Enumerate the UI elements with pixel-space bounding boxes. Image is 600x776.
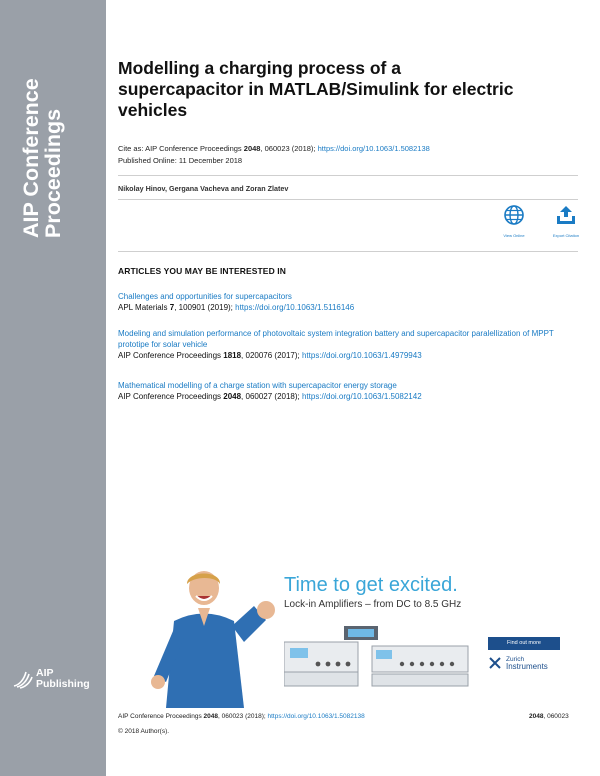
- divider: [118, 199, 578, 200]
- zurich-instruments-x-icon: [488, 656, 502, 670]
- related-article: [118, 380, 558, 402]
- page-ref-rest: , 060023: [543, 713, 569, 720]
- ad-brand-line2: Instruments: [506, 662, 548, 671]
- ad-subline: Lock-in Amplifiers – from DC to 8.5 GHz: [284, 599, 462, 610]
- divider: [118, 175, 578, 176]
- related-articles-heading: ARTICLES YOU MAY BE INTERESTED IN: [118, 266, 286, 276]
- view-online-button[interactable]: [494, 204, 534, 238]
- cite-rest: , 060023 (2018);: [260, 144, 318, 153]
- cite-doi-link[interactable]: https://doi.org/10.1063/1.5082138: [317, 144, 430, 153]
- journal-name-line1: AIP Conference: [19, 78, 43, 238]
- paper-title: Modelling a charging process of a supercapacitor in MATLAB/Simulink for electric vehicles: [118, 58, 514, 120]
- article-doi-link[interactable]: https://doi.org/10.1063/1.5082142: [301, 392, 422, 401]
- article-journal: AIP Conference Proceedings: [118, 392, 224, 401]
- ad-tagline: Time to get excited.: [284, 574, 458, 596]
- footer-cite-prefix: AIP Conference Proceedings: [118, 713, 204, 720]
- zurich-instruments-logo: [488, 656, 548, 670]
- related-article-citation: [118, 302, 558, 313]
- article-volume: 2048: [223, 392, 242, 401]
- article-doi-link[interactable]: https://doi.org/10.1063/1.4979943: [301, 351, 422, 360]
- aip-swoosh-icon: [12, 668, 34, 690]
- copyright: © 2018 Author(s).: [118, 728, 170, 735]
- related-article-title-link[interactable]: Mathematical modelling of a charge station with supercapacitor energy storage: [118, 381, 397, 390]
- globe-icon: [503, 204, 525, 226]
- excited-person-illustration: [124, 566, 284, 708]
- journal-name-line2: Proceedings: [41, 108, 65, 238]
- article-volume: 7: [169, 303, 175, 312]
- lock-in-amplifier-instruments-image: [284, 624, 474, 694]
- aip-publishing-logo: [12, 668, 90, 690]
- related-article-citation: [118, 350, 558, 361]
- ad-brand-line1: Zurich: [506, 656, 525, 663]
- article-pages: , 020076 (2017);: [241, 351, 302, 360]
- authors: Nikolay Hinov, Gergana Vacheva and Zoran Zlatev: [118, 184, 289, 193]
- export-tray-icon: [555, 204, 577, 226]
- publisher-line2: Publishing: [36, 678, 90, 690]
- related-article-title-link[interactable]: Challenges and opportunities for supercapacitors: [118, 292, 292, 301]
- published-date: Published Online: 11 December 2018: [118, 156, 243, 165]
- view-online-label: View Online: [503, 233, 525, 238]
- article-volume: 1818: [223, 351, 242, 360]
- publisher-line1: AIP: [36, 667, 54, 679]
- journal-name: [20, 38, 64, 238]
- article-pages: , 100901 (2019);: [174, 303, 236, 312]
- footer-citation: [118, 713, 365, 720]
- page-ref-volume: 2048: [529, 713, 544, 720]
- article-doi-link[interactable]: https://doi.org/10.1063/1.5116146: [235, 303, 355, 312]
- cite-volume: 2048: [243, 144, 261, 153]
- footer-cite-rest: , 060023 (2018);: [217, 713, 268, 720]
- related-article-citation: [118, 391, 558, 402]
- footer-doi-link[interactable]: https://doi.org/10.1063/1.5082138: [267, 713, 365, 720]
- advertisement-banner[interactable]: [124, 566, 578, 708]
- page-reference: [529, 713, 569, 720]
- cite-as-line: [118, 144, 430, 153]
- find-out-more-button[interactable]: Find out more: [488, 637, 560, 650]
- related-article: [118, 291, 558, 313]
- cite-prefix: Cite as: AIP Conference Proceedings: [118, 144, 244, 153]
- sidebar: [0, 0, 106, 776]
- export-citation-button[interactable]: [546, 204, 586, 238]
- footer-volume: 2048: [203, 713, 218, 720]
- article-pages: , 060027 (2018);: [241, 392, 302, 401]
- related-article: [118, 328, 558, 361]
- related-article-title-link[interactable]: Modeling and simulation performance of photovoltaic system integration battery and supercapacitor paralellization of MPPT prototipe for solar vehicle: [118, 329, 554, 349]
- divider: [118, 251, 578, 252]
- article-journal: APL Materials: [118, 303, 170, 312]
- export-citation-label: Export Citation: [552, 233, 580, 238]
- article-journal: AIP Conference Proceedings: [118, 351, 224, 360]
